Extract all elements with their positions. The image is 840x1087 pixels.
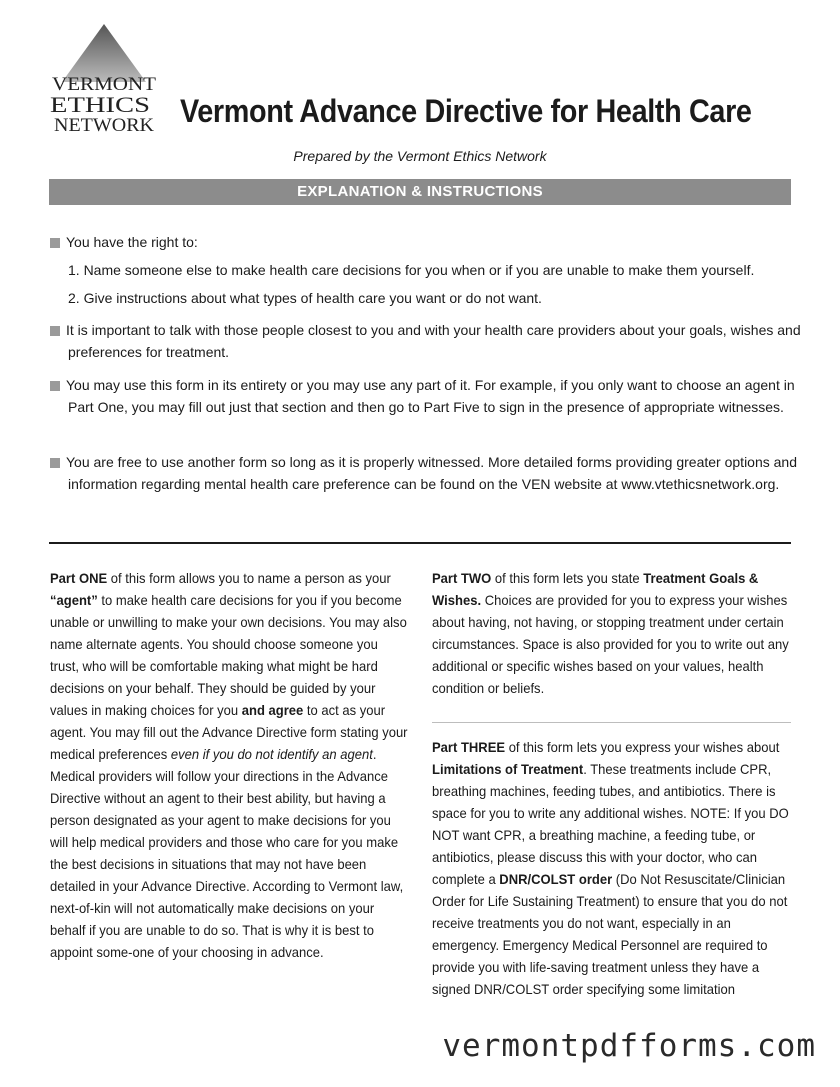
part-three-text: (Do Not Resuscitate/Clinician Order for Life Sustaining Treatment) to ensure that you do not receive treatments you do not want, especially in an emergency. Emergency Medical Personnel are required to provide you with life-saving treatment unless they have a signed DNR/COLST order specifying some limitation [432,871,788,997]
even-if-term: even if you do not identify an agent [170,746,373,762]
part-three-section [432,736,793,1000]
bullet-text: You have the right to: [66,234,198,250]
bullet-square-icon [50,458,60,468]
bullet-other-form [50,451,813,495]
part-three-text: . These treatments include CPR, breathing machines, feeding tubes, and antibiotics. There is space for you to write any additional wishes. NOTE: If you DO NOT want CPR, a breathing machine, a feeding tube, or antibiotics, please discuss this with your doctor, who can complete a [432,761,789,887]
bullet-square-icon [50,381,60,391]
bullet-rights [50,231,795,309]
part-two-section [432,567,793,699]
svg-text:ETHICS: ETHICS [50,92,150,117]
page-title: Vermont Advance Directive for Health Care [180,93,752,129]
part-one-text: to make health care decisions for you if you become unable or unwilling to make your own decisions. You may also name alternate agents. You should choose someone you trust, who will be comfortable making what might be hard decisions on your behalf. They should be guided by your values in making choices for you [50,592,407,718]
part-one-text: to act as your agent. You may fill out the Advance Directive form stating your medical preferences [50,702,408,762]
column-divider [432,722,791,723]
part-two-label: Part TWO [432,570,492,586]
list-item: 2. Give instructions about what types of health care you want or do not want. [68,290,542,306]
bullet-square-icon [50,326,60,336]
svg-text:VERMONT: VERMONT [52,74,157,95]
agent-term: “agent” [50,592,98,608]
part-two-text: of this form lets you state [491,570,644,586]
bullet-text: It is important to talk with those people closest to you and with your health care providers about your goals, wishes and preferences for treatment. [66,322,801,360]
bullet-use-form [50,374,813,418]
part-three-text: of this form lets you express your wishes about [505,739,780,755]
part-one-text: of this form allows you to name a person as your [107,570,391,586]
part-one-section [50,567,409,963]
part-one-label: Part ONE [50,570,108,586]
list-item: 1. Name someone else to make health care decisions for you when or if you are unable to make them yourself. [68,262,755,278]
vermont-ethics-network-logo [48,22,160,134]
bullet-square-icon [50,238,60,248]
page-subtitle: Prepared by the Vermont Ethics Network [293,148,547,164]
bullet-text: You are free to use another form so long as it is properly witnessed. More detailed forms providing greater options and information regarding mental health care preference can be found on the VEN website at www.vtethicsnetwork.org. [66,454,797,492]
treatment-goals-term: Treatment Goals & Wishes. [432,570,759,608]
bullet-talk [50,319,813,363]
and-agree-term: and agree [241,702,304,718]
part-three-label: Part THREE [432,739,506,755]
dnr-colst-term: DNR/COLST order [499,871,613,887]
part-one-text: . Medical providers will follow your directions in the Advance Directive without an agent to their best ability, but having a person designated as your agent to make decisions for you will help medical providers and those who care for you make the best decisions in situations that may not have been detailed in your Advance Directive. According to Vermont law, next-of-kin will not automatically make decisions on your behalf if you are unable to do so. That is why it is best to appoint some-one of your choosing in advance. [50,746,404,960]
section-banner: EXPLANATION & INSTRUCTIONS [49,179,791,205]
svg-text:NETWORK: NETWORK [54,115,155,134]
bullet-text: You may use this form in its entirety or you may use any part of it. For example, if you only want to choose an agent in Part One, you may fill out just that section and then go to Part Five to sign in the presence of appropriate witnesses. [66,377,795,415]
limitations-term: Limitations of Treatment [432,761,584,777]
section-divider [49,542,791,544]
watermark: vermontpdfforms.com [442,1028,816,1064]
part-two-text: Choices are provided for you to express your wishes about having, not having, or stopping treatment under certain circumstances. Space is also provided for you to write out any additional or specific wishes based on your values, health condition or beliefs. [432,592,789,696]
